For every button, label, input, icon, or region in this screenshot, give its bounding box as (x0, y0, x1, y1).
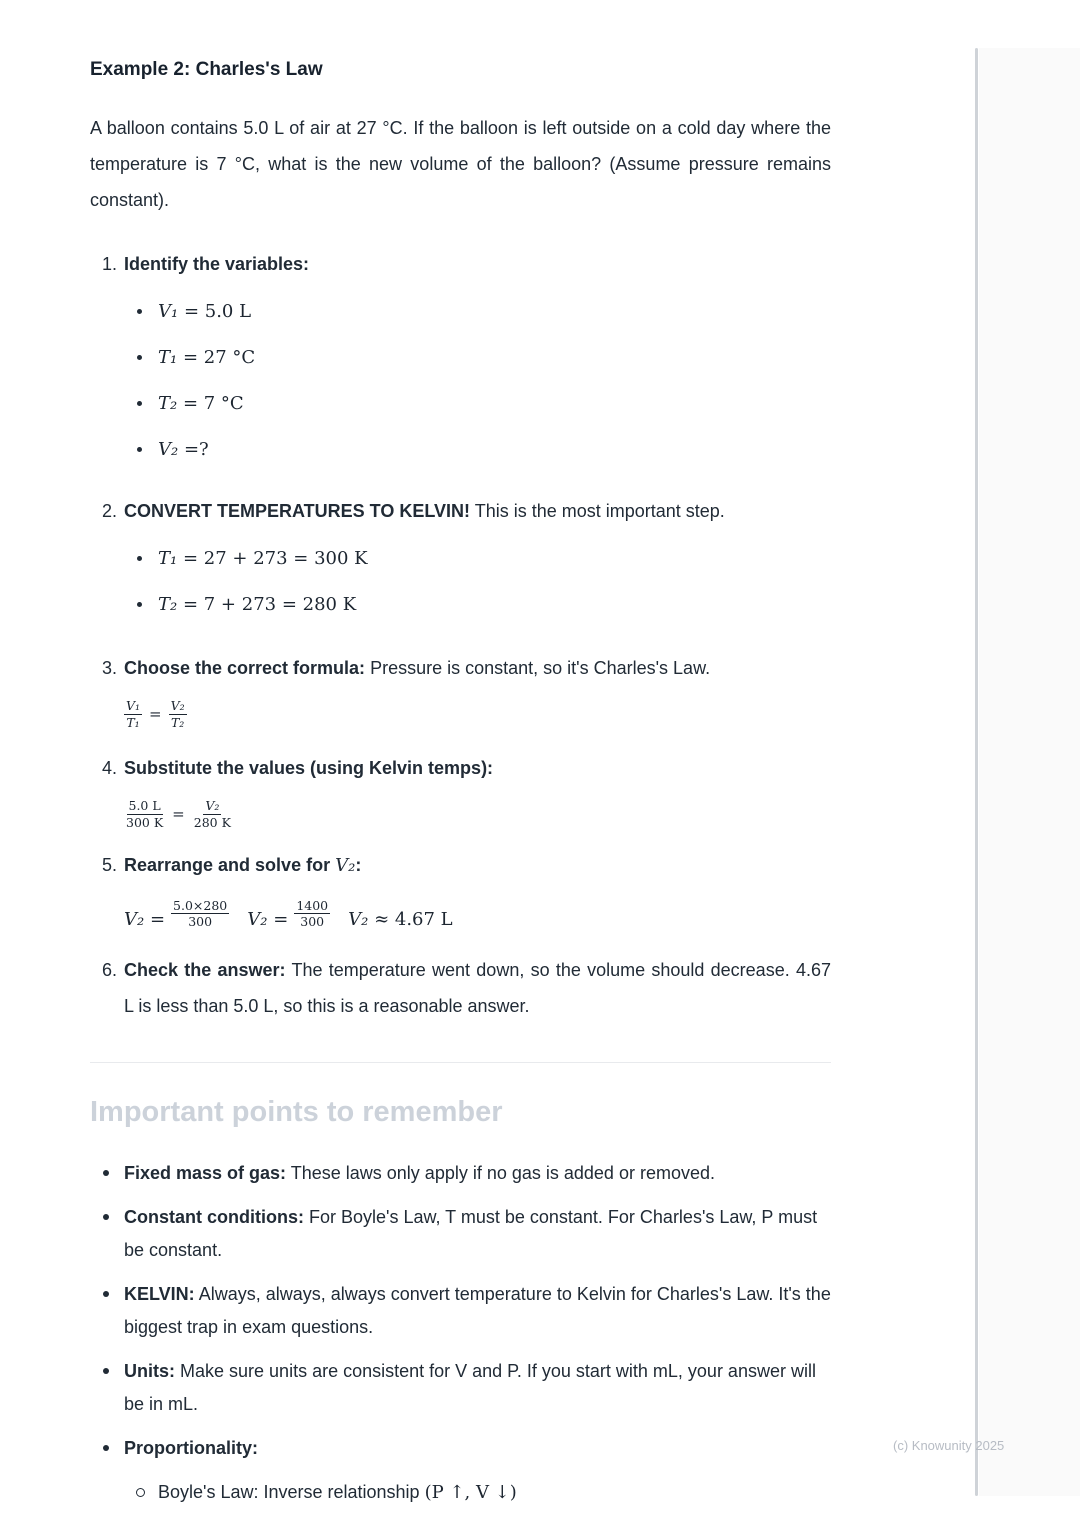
step-label-math: V₂ (335, 854, 356, 876)
solve-equation (124, 898, 831, 930)
step-6 (90, 952, 831, 1024)
point-label: KELVIN: (124, 1283, 195, 1304)
variable-item (90, 346, 831, 371)
step-number: 1. (102, 254, 118, 274)
step-label: Identify the variables: (124, 254, 310, 274)
step-number: 4. (102, 758, 118, 779)
step-text: Pressure is constant, so it's Charles's Law. (370, 658, 711, 678)
point-text: Always, always, always convert temperature to Kelvin for Charles's Law. It's the biggest trap in exam questions. (124, 1283, 831, 1337)
sub-point-boyles-law (90, 1476, 831, 1509)
step-4 (90, 754, 831, 782)
step-text: The temperature went down, so the volume should decrease. 4.67 L is less than 5.0 L, so this is a reasonable answer. (124, 959, 831, 1016)
bullet-dot (103, 1214, 109, 1220)
bullet-dot (137, 556, 142, 561)
step-label: Rearrange and solve for (124, 854, 331, 875)
math-expression: T₁ = 27 °C (158, 347, 256, 368)
step-number: 2. (102, 501, 118, 521)
point-constant-conditions (90, 1201, 831, 1267)
point-label: Constant conditions: (124, 1206, 304, 1227)
bullet-dot (137, 447, 142, 452)
variable-item (90, 392, 831, 417)
step-1-variables (90, 300, 831, 463)
bullet-dot (137, 401, 142, 406)
step-number: 3. (102, 658, 118, 678)
step-label: Check the answer: (124, 959, 286, 980)
bullet-dot (103, 1170, 109, 1176)
step-1 (90, 250, 831, 278)
fraction: $\frac{\text{V₂}}{\text{T₂}}$ (170, 698, 185, 730)
variable-item (90, 438, 831, 463)
equation-part: V₂ = $\frac{5.0\times 280}{300}$ (124, 897, 228, 930)
math-expression: V₁ = 5.0 L (158, 301, 252, 322)
fraction: $\frac{5.0\times 280}{300}$ (173, 897, 228, 930)
math-expression: T₂ = 7 °C (158, 393, 244, 414)
point-label: Units: (124, 1360, 175, 1381)
charles-law-formula (124, 698, 831, 730)
sub-point-text: Boyle's Law: Inverse relationship (158, 1481, 425, 1502)
variable-item (90, 300, 831, 325)
step-text: This is the most important step. (474, 501, 725, 521)
step-number: 5. (102, 854, 118, 875)
conversion-item (90, 547, 831, 572)
conversion-item (90, 593, 831, 618)
section-divider (90, 1062, 831, 1063)
scrollbar[interactable] (975, 48, 978, 1496)
bullet-dot (103, 1291, 109, 1297)
important-points-heading: Important points to remember (90, 1095, 503, 1128)
step-3 (90, 654, 831, 682)
point-fixed-mass (90, 1157, 831, 1190)
point-label: Proportionality: (124, 1437, 258, 1458)
math-expression: T₂ = 7 + 273 = 280 K (158, 594, 357, 615)
example-title: Example 2: Charles's Law (90, 59, 323, 80)
solution-steps (90, 250, 831, 1024)
bullet-dot (137, 355, 142, 360)
point-label: Fixed mass of gas: (124, 1162, 287, 1183)
point-units (90, 1355, 831, 1421)
fraction: $\frac{5.0 L}{300 K}$ (126, 798, 164, 830)
equals-sign: = (149, 705, 162, 724)
step-label: CONVERT TEMPERATURES TO KELVIN! (124, 501, 471, 521)
step-label-colon: : (355, 854, 362, 875)
bullet-dot (137, 309, 142, 314)
point-text: These laws only apply if no gas is added or removed. (290, 1162, 715, 1183)
step-2-conversions (90, 547, 831, 618)
step-2 (90, 497, 831, 525)
problem-statement: A balloon contains 5.0 L of air at 27 °C. If the balloon is left outside on a cold day where the temperature is 7 °C, what is the new volume of the balloon? (Assume pressure remains constant). (90, 118, 831, 210)
point-text: For Boyle's Law, T must be constant. For Charles's Law, P must be constant. (124, 1206, 818, 1260)
math-expression: V₂ =? (158, 439, 209, 460)
document-content (90, 58, 831, 1509)
point-proportionality (90, 1432, 831, 1465)
bullet-dot (103, 1445, 109, 1451)
open-circle-bullet (136, 1488, 145, 1497)
sub-point-math: (P ↑, V ↓) (424, 1481, 517, 1503)
point-text: Make sure units are consistent for V and P. If you start with mL, your answer will be in mL. (124, 1360, 816, 1414)
point-kelvin (90, 1278, 831, 1344)
bullet-dot (137, 602, 142, 607)
step-5 (90, 851, 831, 880)
fraction: $\frac{\text{V₁}}{\text{T₁}}$ (126, 698, 141, 730)
fraction: $\frac{\text{V₂}}{280 K}$ (193, 798, 231, 830)
step-label: Choose the correct formula: (124, 658, 366, 678)
step-label: Substitute the values (using Kelvin temps): (124, 758, 494, 779)
right-rail (979, 48, 1080, 1496)
fraction: $\frac{1400}{300}$ (296, 897, 329, 930)
copyright-watermark: (c) Knowunity 2025 (893, 1438, 1005, 1453)
equation-result: V₂ ≈ 4.67 L (348, 908, 453, 930)
substituted-formula (124, 798, 831, 830)
step-number: 6. (102, 959, 118, 980)
math-expression: T₁ = 27 + 273 = 300 K (158, 548, 368, 569)
bullet-dot (103, 1368, 109, 1374)
important-points-list (90, 1157, 831, 1509)
equals-sign: = (172, 805, 185, 824)
equation-part: V₂ = $\frac{1400}{300}$ (247, 897, 329, 930)
